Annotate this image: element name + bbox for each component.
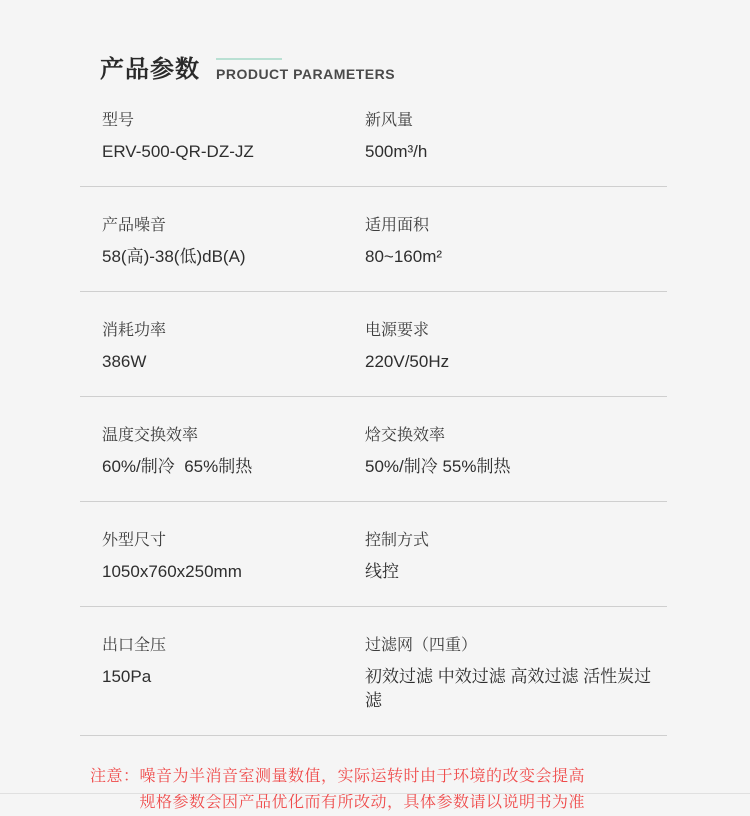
spec-cell-noise [102, 215, 365, 269]
notice-line-2: 规格参数会因产品优化而有所改动，具体参数请以说明书为准 [139, 794, 586, 811]
spec-value: 50%/制冷 55%制热 [365, 457, 511, 476]
spec-row-outlet-pressure [80, 607, 667, 736]
spec-label: 电源要求 [365, 322, 430, 339]
spec-cell-applicable-area [365, 215, 667, 269]
spec-row-dimensions [80, 502, 667, 607]
spec-value: 150Pa [102, 667, 152, 686]
spec-table [80, 82, 667, 736]
spec-cell-enthalpy-exchange-efficiency [365, 425, 667, 479]
spec-label: 过滤网（四重） [365, 637, 478, 654]
spec-value: 60%/制冷 65%制热 [102, 457, 253, 476]
spec-label: 新风量 [365, 112, 414, 129]
spec-label: 出口全压 [102, 637, 167, 654]
notice-line-1: 噪音为半消音室测量数值，实际运转时由于环境的改变会提高 [139, 768, 586, 785]
spec-label: 产品噪音 [102, 217, 167, 234]
spec-row-exchange-efficiency [80, 397, 667, 502]
spec-value: ERV-500-QR-DZ-JZ [102, 142, 254, 161]
page-subtitle: PRODUCT PARAMETERS [216, 66, 396, 82]
subtitle-wrap [216, 58, 395, 82]
spec-value: 1050x760x250mm [102, 562, 242, 581]
spec-label: 温度交换效率 [102, 427, 199, 444]
spec-label: 消耗功率 [102, 322, 167, 339]
spec-row-model [80, 82, 667, 187]
spec-label: 适用面积 [365, 217, 430, 234]
spec-row-power [80, 292, 667, 397]
section-bottom-divider [0, 793, 750, 794]
spec-cell-outlet-pressure [102, 635, 365, 713]
notice-lines [140, 764, 690, 816]
spec-cell-temp-exchange-efficiency [102, 425, 365, 479]
spec-value: 500m³/h [365, 142, 428, 161]
notice-text [90, 764, 690, 816]
accent-line [216, 58, 282, 60]
spec-cell-filters [365, 635, 667, 713]
notice-prefix: 注意： [90, 768, 140, 785]
spec-label: 外型尺寸 [102, 532, 167, 549]
spec-value: 线控 [365, 562, 399, 581]
spec-cell-power-supply [365, 320, 667, 374]
spec-row-noise [80, 187, 667, 292]
spec-cell-power-consumption [102, 320, 365, 374]
spec-cell-fresh-air-volume [365, 110, 667, 164]
spec-cell-dimensions [102, 530, 365, 584]
spec-cell-model [102, 110, 365, 164]
spec-value: 220V/50Hz [365, 352, 450, 371]
spec-label: 焓交换效率 [365, 427, 446, 444]
spec-value: 58(高)-38(低)dB(A) [102, 247, 246, 266]
page-title: 产品参数 [100, 56, 200, 83]
spec-value: 80~160m² [365, 247, 443, 266]
spec-cell-control-mode [365, 530, 667, 584]
spec-label: 型号 [102, 112, 135, 129]
spec-value: 386W [102, 352, 147, 371]
spec-value: 初效过滤 中效过滤 高效过滤 活性炭过滤 [365, 667, 652, 710]
section-header [0, 0, 750, 82]
spec-label: 控制方式 [365, 532, 430, 549]
